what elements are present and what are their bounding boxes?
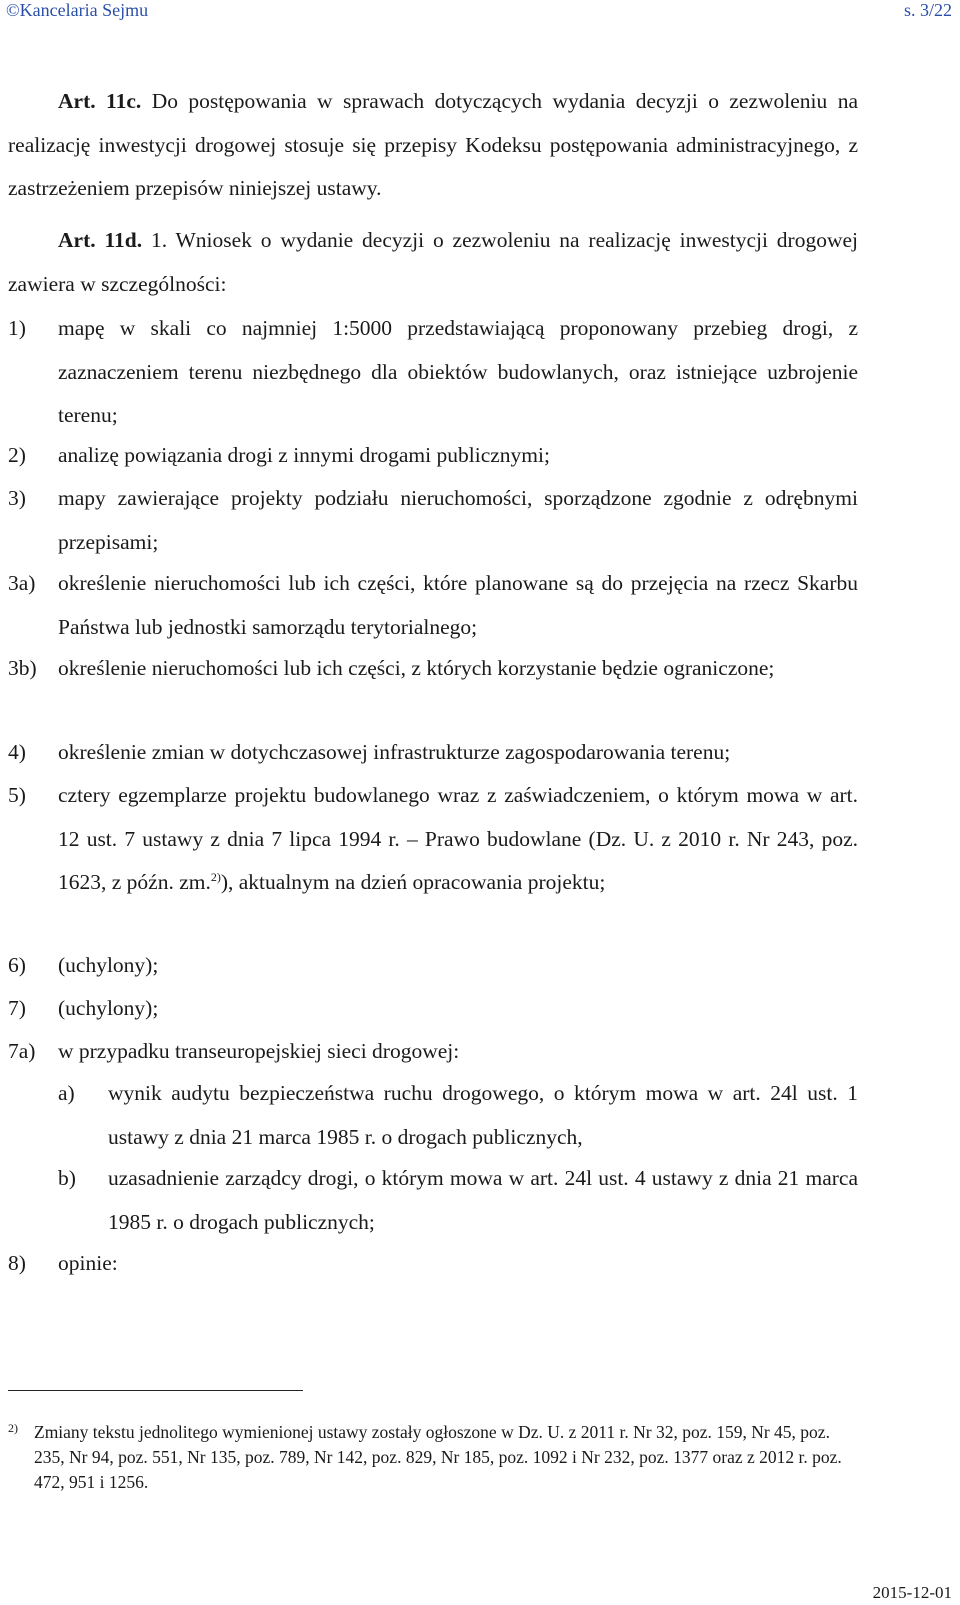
list-item	[8, 1030, 858, 1074]
item-text: określenie zmian w dotychczasowej infrastrukturze zagospodarowania terenu;	[58, 740, 731, 764]
item-text: opinie:	[58, 1251, 118, 1275]
list-item	[8, 1242, 858, 1286]
item-text-part: ), aktualnym na dzień opracowania projektu;	[220, 870, 606, 894]
copyright-header: ©Kancelaria Sejmu	[6, 0, 149, 20]
item-text: mapy zawierające projekty podziału nieruchomości, sporządzone zgodnie z odrębnymi przepisami;	[58, 486, 858, 554]
footnote-separator	[8, 1390, 303, 1391]
item-number: 7)	[8, 996, 26, 1020]
item-text: w przypadku transeuropejskiej sieci drogowej:	[58, 1039, 460, 1063]
list-item	[8, 731, 858, 775]
article-11c	[8, 80, 858, 211]
item-number: 8)	[8, 1251, 26, 1275]
list-item	[8, 647, 858, 691]
list-item	[8, 774, 858, 905]
item-text: analizę powiązania drogi z innymi drogami publicznymi;	[58, 443, 550, 467]
item-text: mapę w skali co najmniej 1:5000 przedstawiającą proponowany przebieg drogi, z zaznaczeniem terenu niezbędnego dla obiektów budowlanych, oraz istniejące uzbrojenie terenu;	[58, 316, 858, 427]
item-letter: a)	[58, 1081, 75, 1105]
list-item	[8, 987, 858, 1031]
item-number: 5)	[8, 783, 26, 807]
item-number: 1)	[8, 316, 26, 340]
item-number: 3b)	[8, 656, 37, 680]
item-number: 7a)	[8, 1039, 36, 1063]
item-number: 2)	[8, 443, 26, 467]
article-number: Art. 11d.	[58, 228, 143, 252]
item-text: (uchylony);	[58, 953, 159, 977]
list-item	[8, 477, 858, 564]
footnote-ref: 2)	[210, 869, 221, 884]
list-item	[8, 562, 858, 649]
sub-list-item	[58, 1157, 858, 1244]
item-text	[8, 774, 858, 905]
item-number: 3a)	[8, 571, 36, 595]
document-date: 2015-12-01	[872, 1583, 952, 1602]
list-item	[8, 307, 858, 438]
item-text: (uchylony);	[58, 996, 159, 1020]
item-text-part: cztery egzemplarze projektu budowlanego wraz z zaświadczeniem, o którym mowa w art. 12 ust. 7 ustawy z dnia 7 lipca 1994 r. – Prawo budowlane (Dz. U. z 2010 r. Nr 243, poz. 1623, z późn. zm.	[58, 783, 858, 894]
page-number: s. 3/22	[903, 0, 952, 20]
item-letter: b)	[58, 1166, 76, 1190]
list-item	[8, 944, 858, 988]
footnote-text: Zmiany tekstu jednolitego wymienionej ustawy zostały ogłoszone w Dz. U. z 2011 r. Nr 32, poz. 159, Nr 45, poz. 235, Nr 94, poz. 551, Nr 135, poz. 789, Nr 142, poz. 829, Nr 185, poz. 1092 i Nr 232, poz. 1377 oraz z 2012 r. poz. 472, 951 i 1256.	[34, 1422, 842, 1492]
sub-list-item	[58, 1072, 858, 1159]
item-number: 3)	[8, 486, 26, 510]
list-item	[8, 434, 858, 478]
article-text: Do postępowania w sprawach dotyczących wydania decyzji o zezwoleniu na realizację inwestycji drogowej stosuje się przepisy Kodeksu postępowania administracyjnego, z zastrzeżeniem przepisów niniejszej ustawy.	[8, 89, 859, 200]
article-number: Art. 11c.	[58, 89, 142, 113]
item-text: określenie nieruchomości lub ich części, które planowane są do przejęcia na rzecz Skarbu Państwa lub jednostki samorządu terytorialnego;	[58, 571, 858, 639]
item-text: uzasadnienie zarządcy drogi, o którym mowa w art. 24l ust. 4 ustawy z dnia 21 marca 1985 r. o drogach publicznych;	[108, 1166, 858, 1234]
article-text: 1. Wniosek o wydanie decyzji o zezwoleniu na realizację inwestycji drogowej zawiera w szczególności:	[8, 228, 859, 296]
footnote	[8, 1420, 853, 1495]
item-number: 6)	[8, 953, 26, 977]
footnote-number: 2)	[8, 1421, 18, 1435]
item-text: określenie nieruchomości lub ich części, z których korzystanie będzie ograniczone;	[58, 656, 775, 680]
item-number: 4)	[8, 740, 26, 764]
article-11d-intro	[8, 219, 858, 306]
item-text: wynik audytu bezpieczeństwa ruchu drogowego, o którym mowa w art. 24l ust. 1 ustawy z dnia 21 marca 1985 r. o drogach publicznych,	[108, 1081, 858, 1149]
